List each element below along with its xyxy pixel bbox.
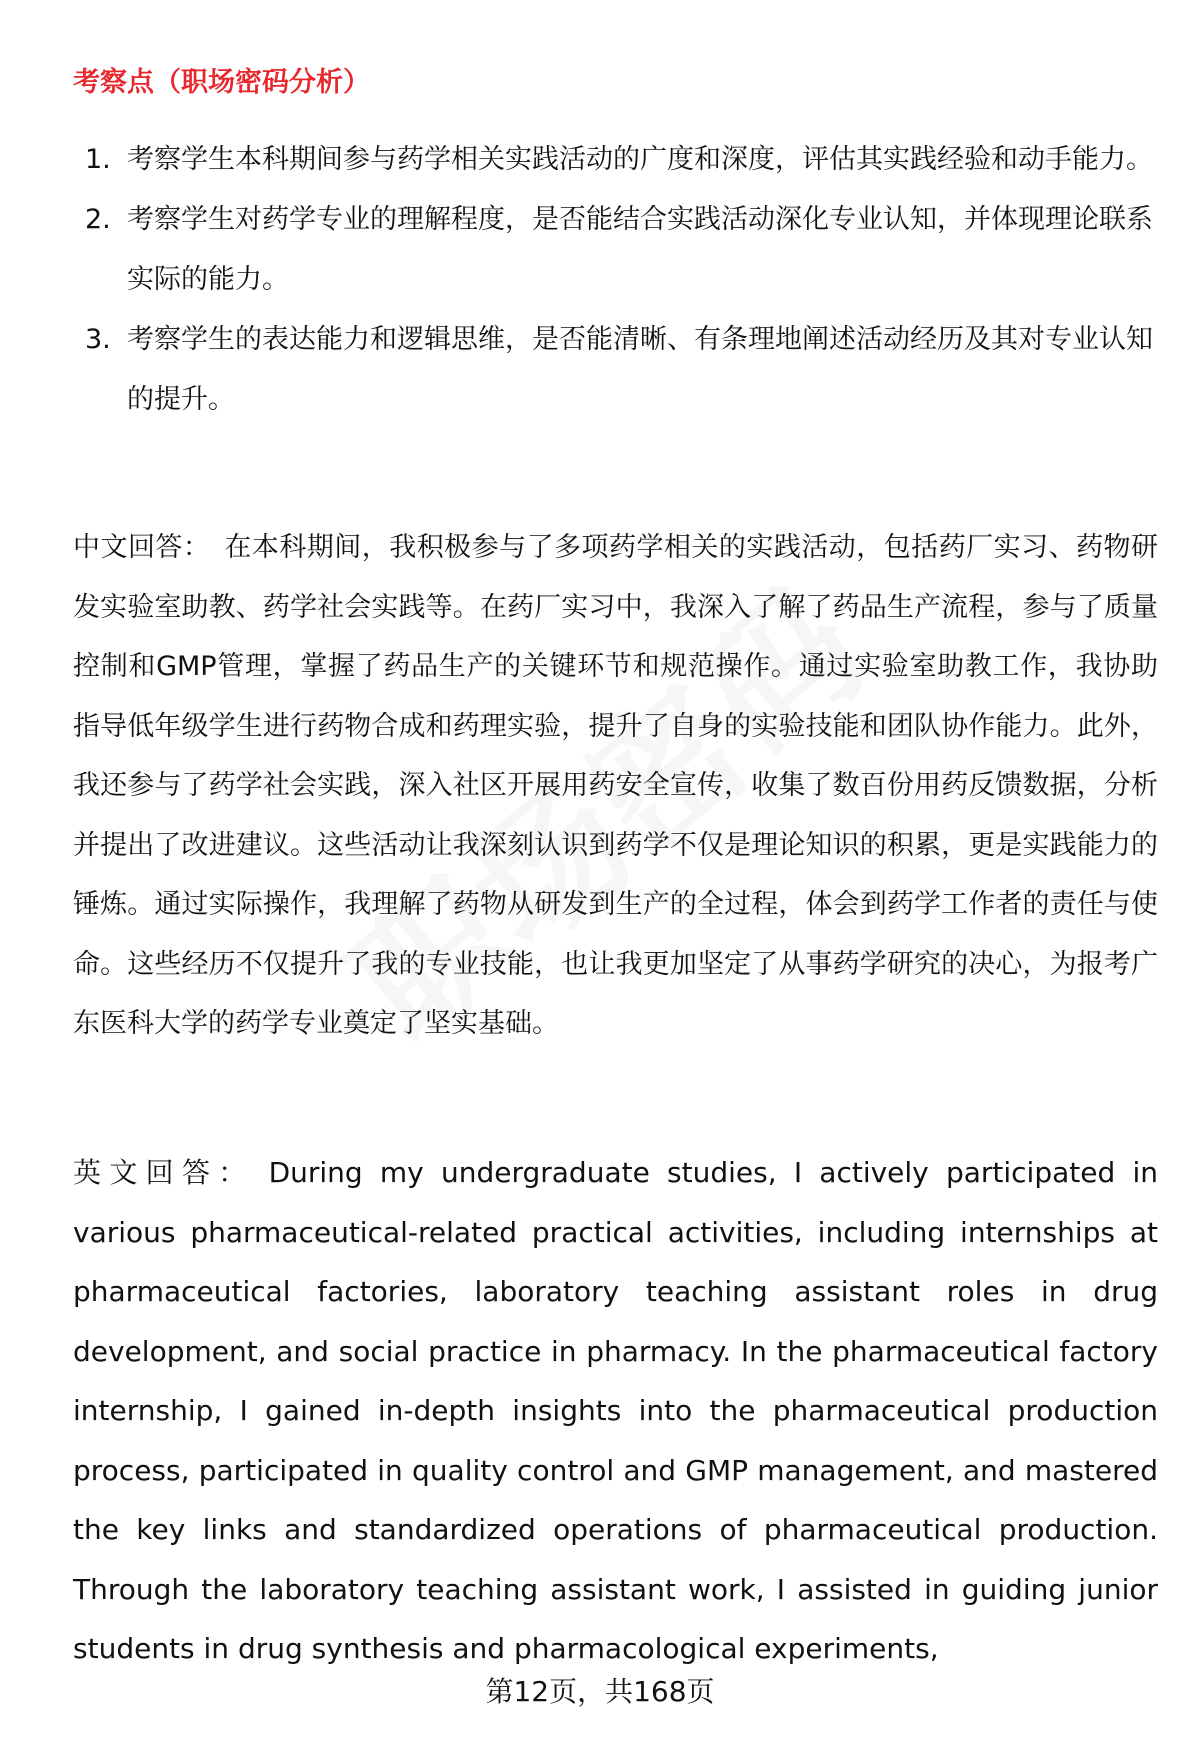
list-item-text: 考察学生本科期间参与药学相关实践活动的广度和深度，评估其实践经验和动手能力。 <box>127 144 1153 175</box>
section-title: 考察点（职场密码分析） <box>73 67 370 98</box>
chinese-answer-text: 在本科期间，我积极参与了多项药学相关的实践活动，包括药厂实习、药物研发实验室助教、药学社会实践等。在药厂实习中，我深入了解了药品生产流程，参与了质量控制和GMP管理，掌握了药品生产的关键环节和规范操作。通过实验室助教工作，我协助指导低年级学生进行药物合成和药理实验，提升了自身的实验技能和团队协作能力。此外，我还参与了药学社会实践，深入社区开展用药安全宣传，收集了数百份用药反馈数据，分析并提出了改进建议。这些活动让我深刻认识到药学不仅是理论知识的积累，更是实践能力的锤炼。通过实际操作，我理解了药物从研发到生产的全过程，体会到药学工作者的责任与使命。这些经历不仅提升了我的专业技能，也让我更加坚定了从事药学研究的决心，为报考广东医科大学的药学专业奠定了坚实基础。 <box>73 532 1159 1039</box>
english-answer <box>73 1143 1158 1679</box>
list-item <box>73 130 1153 190</box>
list-item-text: 考察学生的表达能力和逻辑思维，是否能清晰、有条理地阐述活动经历及其对专业认知的提升。 <box>127 324 1153 415</box>
assessment-points-list <box>73 130 1153 430</box>
list-item-text: 考察学生对药学专业的理解程度，是否能结合实践活动深化专业认知，并体现理论联系实际的能力。 <box>127 204 1153 295</box>
list-item <box>73 190 1153 310</box>
list-number: 2. <box>85 204 111 235</box>
page-number: 第12页，共168页 <box>485 1675 715 1708</box>
english-answer-text: During my undergraduate studies, I actively participated in various pharmaceutical-related practical activities, including internships at pharmaceutical factories, laboratory teaching assistant roles in drug development, and social practice in pharmacy. In the pharmaceutical factory internship, I gained in-depth insights into the pharmaceutical production process, participated in quality control and GMP management, and mastered the key links and standardized operations of pharmaceutical production. Through the laboratory teaching assistant work, I assisted in guiding junior students in drug synthesis and pharmacological experiments, <box>73 1156 1158 1665</box>
chinese-answer-label: 中文回答： <box>73 532 211 563</box>
list-number: 3. <box>85 324 111 355</box>
chinese-answer <box>73 518 1158 1054</box>
list-item <box>73 310 1153 430</box>
list-number: 1. <box>85 144 111 175</box>
english-answer-label: 英文回答： <box>73 1156 255 1189</box>
